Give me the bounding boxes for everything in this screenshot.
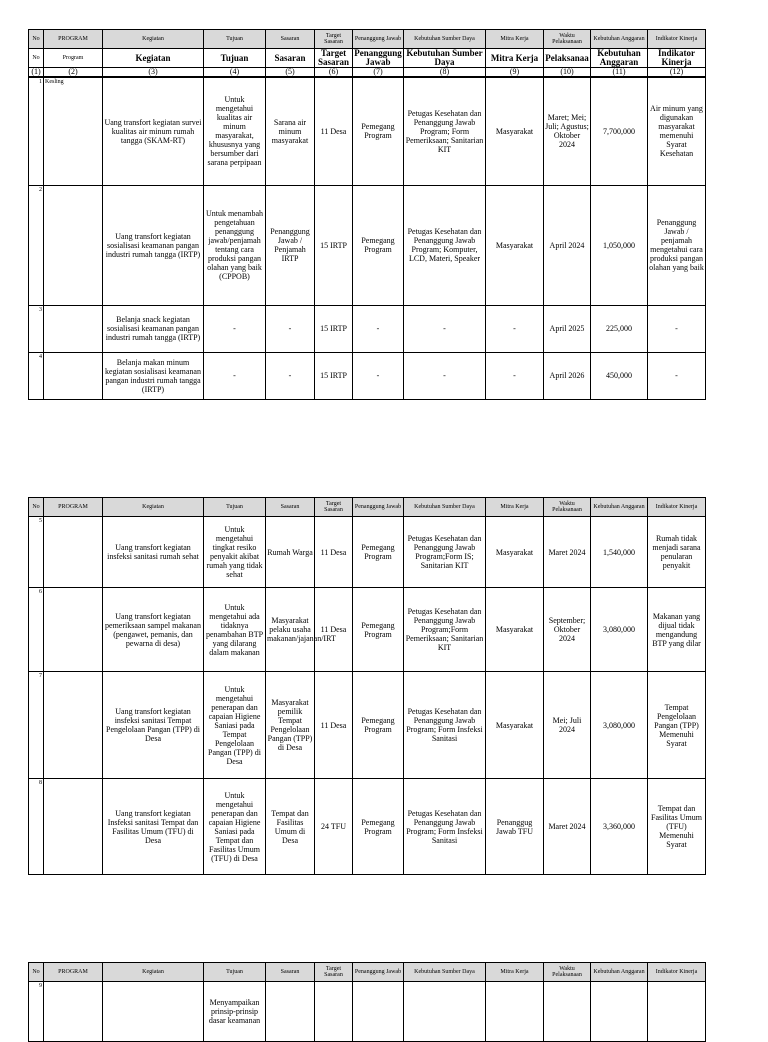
header-anggaran: Kebutuhan Anggaran (591, 30, 648, 49)
cell-program (44, 185, 103, 305)
header-kegiatan: Kegiatan (103, 30, 204, 49)
cell-mitra: - (486, 305, 544, 352)
cell-anggaran (591, 982, 648, 1042)
header-kegiatan: Kegiatan (103, 963, 204, 982)
cell-tujuan: Untuk mengetahui kualitas air minum masyarakat, khususnya yang bersumber dari sarana perpipaan (204, 77, 266, 185)
cell-anggaran: 3,360,000 (591, 779, 648, 875)
cell-target: 24 TFU (315, 779, 353, 875)
header-sasaran: Sasaran (266, 498, 315, 517)
cell-tujuan: Menyampaikan prinsip-prinsip dasar keamanan (204, 982, 266, 1042)
subheader-program: Program (44, 49, 103, 68)
header-indikator: Indikator Kinerja (648, 963, 706, 982)
header-waktu: Waktu Pelaksanaan (544, 963, 591, 982)
cell-kegiatan: Uang transfort kegiatan pemeriksaan sampel makanan (pengawet, pemanis, dan pewarna di desa) (103, 588, 204, 672)
cell-tujuan: - (204, 352, 266, 399)
cell-indikator: - (648, 305, 706, 352)
cell-no: 5 (29, 517, 44, 588)
cell-waktu: Mei; Juli 2024 (544, 672, 591, 779)
header-waktu: Waktu Pelaksanaan (544, 30, 591, 49)
cell-pj: Pemegang Program (353, 779, 404, 875)
header-tujuan: Tujuan (204, 30, 266, 49)
cell-mitra: Masyarakat (486, 588, 544, 672)
subheader-mitra: Mitra Kerja (486, 49, 544, 68)
header-pj: Penanggung Jawab (353, 963, 404, 982)
cell-anggaran: 1,050,000 (591, 185, 648, 305)
cell-no: 6 (29, 588, 44, 672)
header-no: No (29, 963, 44, 982)
cell-no: 8 (29, 779, 44, 875)
cell-sasaran: Masyarakat pelaku usaha makanan/jajanan/IRT (266, 588, 315, 672)
cell-waktu: Maret; Mei; Juli; Agustus; Oktober 2024 (544, 77, 591, 185)
cell-pj (353, 982, 404, 1042)
header-anggaran: Kebutuhan Anggaran (591, 963, 648, 982)
header-pj: Penanggung Jawab (353, 30, 404, 49)
col-number: (2) (44, 68, 103, 78)
header-sumber: Kebutuhan Sumber Daya (404, 30, 486, 49)
col-number: (4) (204, 68, 266, 78)
cell-indikator: Penanggung Jawab / penjamah mengetahui cara produksi pangan olahan yang baik (648, 185, 706, 305)
cell-sasaran: Rumah Warga (266, 517, 315, 588)
col-number: (7) (353, 68, 404, 78)
subheader-tujuan: Tujuan (204, 49, 266, 68)
cell-pj: Pemegang Program (353, 588, 404, 672)
subheader-indikator: Indikator Kinerja (648, 49, 706, 68)
cell-sasaran (266, 982, 315, 1042)
header-tujuan: Tujuan (204, 963, 266, 982)
cell-indikator: - (648, 352, 706, 399)
cell-kegiatan: Uang transfort kegiatan insfeksi sanitasi Tempat Pengelolaan Pangan (TPP) di Desa (103, 672, 204, 779)
header-program: PROGRAM (44, 30, 103, 49)
table-row (29, 352, 706, 399)
table-row (29, 305, 706, 352)
cell-waktu: April 2024 (544, 185, 591, 305)
subheader-row (29, 49, 706, 68)
subheader-kegiatan: Kegiatan (103, 49, 204, 68)
cell-anggaran: 3,080,000 (591, 588, 648, 672)
cell-mitra: Penanggug Jawab TFU (486, 779, 544, 875)
table-row (29, 185, 706, 305)
cell-program (44, 982, 103, 1042)
cell-target: 11 Desa (315, 517, 353, 588)
col-number: (3) (103, 68, 204, 78)
cell-target: 15 IRTP (315, 352, 353, 399)
col-number: (5) (266, 68, 315, 78)
cell-mitra: Masyarakat (486, 672, 544, 779)
cell-waktu: September; Oktober 2024 (544, 588, 591, 672)
cell-kegiatan: Belanja snack kegiatan sosialisasi keamanan pangan industri rumah tangga (IRTP) (103, 305, 204, 352)
cell-program: Kesling (44, 77, 103, 185)
header-tujuan: Tujuan (204, 498, 266, 517)
column-number-row (29, 68, 706, 78)
cell-waktu: April 2026 (544, 352, 591, 399)
cell-indikator (648, 982, 706, 1042)
cell-tujuan: Untuk mengetahui penerapan dan capaian Higiene Saniasi pada Tempat dan Fasilitas Umum (TFU) di Desa (204, 779, 266, 875)
subheader-target: Target Sasaran (315, 49, 353, 68)
table-row (29, 517, 706, 588)
cell-kegiatan: Uang transfort kegiatan survei kualitas air minum rumah tangga (SKAM-RT) (103, 77, 204, 185)
header-indikator: Indikator Kinerja (648, 30, 706, 49)
cell-sumber: - (404, 352, 486, 399)
cell-target (315, 982, 353, 1042)
cell-no: 4 (29, 352, 44, 399)
subheader-anggaran: Kebutuhan Anggaran (591, 49, 648, 68)
header-target: Target Sasaran (315, 498, 353, 517)
subheader-no: No (29, 49, 44, 68)
subheader-pj: Penanggung Jawab (354, 48, 402, 67)
cell-pj: Pemegang Program (353, 517, 404, 588)
cell-kegiatan: Uang transfort kegiatan sosialisasi keamanan pangan industri rumah tangga (IRTP) (103, 185, 204, 305)
cell-pj: - (353, 352, 404, 399)
table-row (29, 779, 706, 875)
header-sasaran: Sasaran (266, 963, 315, 982)
table-section-1 (28, 29, 706, 400)
cell-sumber: Petugas Kesehatan dan Penanggung Jawab Program; Form Pemeriksaan; Sanitarian KIT (404, 77, 486, 185)
cell-sumber: Petugas Kesehatan dan Penanggung Jawab Program;Form Pemeriksaan; Sanitarian KIT (404, 588, 486, 672)
cell-sumber: Petugas Kesehatan dan Penanggung Jawab Program; Komputer, LCD, Materi, Speaker (404, 185, 486, 305)
header-anggaran: Kebutuhan Anggaran (591, 498, 648, 517)
cell-anggaran: 225,000 (591, 305, 648, 352)
header-sasaran: Sasaran (266, 30, 315, 49)
cell-target: 11 Desa (315, 672, 353, 779)
cell-sasaran: Sarana air minum masyarakat (266, 77, 315, 185)
cell-program (44, 588, 103, 672)
cell-mitra: - (486, 352, 544, 399)
cell-program (44, 779, 103, 875)
col-number: (8) (404, 68, 486, 78)
cell-program (44, 352, 103, 399)
col-number: (1) (29, 68, 44, 78)
cell-mitra: Masyarakat (486, 517, 544, 588)
cell-anggaran: 3,080,000 (591, 672, 648, 779)
cell-waktu: Maret 2024 (544, 517, 591, 588)
cell-kegiatan (103, 982, 204, 1042)
cell-kegiatan: Uang transfort kegiatan Insfeksi sanitasi Tempat dan Fasilitas Umum (TFU) di Desa (103, 779, 204, 875)
cell-indikator: Tempat dan Fasilitas Umum (TFU) Memenuhi Syarat (648, 779, 706, 875)
cell-sumber: Petugas Kesehatan dan Penanggung Jawab Program;Form IS; Sanitarian KIT (404, 517, 486, 588)
cell-tujuan: Untuk mengetahui tingkat resiko penyakit akibat rumah yang tidak sehat (204, 517, 266, 588)
table-section-3 (28, 962, 706, 1042)
header-no: No (29, 30, 44, 49)
cell-program (44, 517, 103, 588)
cell-pj: Pemegang Program (353, 672, 404, 779)
cell-no: 9 (29, 982, 44, 1042)
cell-no: 7 (29, 672, 44, 779)
subheader-sasaran: Sasaran (266, 49, 315, 68)
cell-pj: Pemegang Program (353, 185, 404, 305)
cell-waktu: Maret 2024 (544, 779, 591, 875)
cell-sumber: - (404, 305, 486, 352)
cell-waktu (544, 982, 591, 1042)
cell-anggaran: 450,000 (591, 352, 648, 399)
cell-target: 11 Desa (315, 588, 353, 672)
cell-sumber: Petugas Kesehatan dan Penanggung Jawab Program; Form Insfeksi Sanitasi (404, 672, 486, 779)
cell-sasaran: - (266, 305, 315, 352)
cell-pj: Pemegang Program (353, 77, 404, 185)
col-number: (6) (315, 68, 353, 78)
header-mitra: Mitra Kerja (486, 498, 544, 517)
cell-anggaran: 7,700,000 (591, 77, 648, 185)
cell-target: 15 IRTP (315, 305, 353, 352)
cell-no: 2 (29, 185, 44, 305)
header-indikator: Indikator Kinerja (648, 498, 706, 517)
col-number: (12) (648, 68, 706, 78)
header-waktu: Waktu Pelaksanaan (544, 498, 591, 517)
header-row (29, 963, 706, 982)
header-pj: Penanggung Jawab (353, 498, 404, 517)
cell-tujuan: Untuk menambah pengetahuan penanggung jawab/penjamah tentang cara produksi pangan olahan yang baik (CPPOB) (204, 185, 266, 305)
header-row (29, 30, 706, 49)
cell-no: 1 (29, 77, 44, 185)
cell-sasaran: Masyarakat pemilik Tempat Pengelolaan Pangan (TPP) di Desa (266, 672, 315, 779)
header-no: No (29, 498, 44, 517)
subheader-sumber: Kebutuhan Sumber Daya (404, 49, 486, 68)
cell-indikator: Makanan yang dijual tidak mengandung BTP yang dilar (648, 588, 706, 672)
col-number: (9) (486, 68, 544, 78)
cell-pj: - (353, 305, 404, 352)
cell-tujuan: - (204, 305, 266, 352)
cell-program (44, 672, 103, 779)
cell-sasaran: Penanggung Jawab / Penjamah IRTP (266, 185, 315, 305)
cell-target: 11 Desa (315, 77, 353, 185)
table-row (29, 588, 706, 672)
header-target: Target Sasaran (315, 30, 353, 49)
cell-program (44, 305, 103, 352)
cell-tujuan: Untuk mengetahui ada tidaknya penambahan BTP yang dilarang dalam makanan (204, 588, 266, 672)
table-row (29, 77, 706, 185)
cell-sasaran: Tempat dan Fasilitas Umum di Desa (266, 779, 315, 875)
table-section-2 (28, 497, 706, 875)
cell-sasaran: - (266, 352, 315, 399)
cell-mitra: Masyarakat (486, 77, 544, 185)
cell-no: 3 (29, 305, 44, 352)
table-row (29, 982, 706, 1042)
col-number: (11) (591, 68, 648, 78)
cell-indikator: Rumah tidak menjadi sarana penularan penyakit (648, 517, 706, 588)
cell-sumber (404, 982, 486, 1042)
cell-mitra (486, 982, 544, 1042)
cell-kegiatan: Belanja makan minum kegiatan sosialisasi keamanan pangan industri rumah tangga (IRTP) (103, 352, 204, 399)
header-sumber: Kebutuhan Sumber Daya (404, 498, 486, 517)
header-kegiatan: Kegiatan (103, 498, 204, 517)
cell-waktu: April 2025 (544, 305, 591, 352)
col-number: (10) (544, 68, 591, 78)
cell-mitra: Masyarakat (486, 185, 544, 305)
header-target: Target Sasaran (315, 963, 353, 982)
cell-anggaran: 1,540,000 (591, 517, 648, 588)
cell-kegiatan: Uang transfort kegiatan insfeksi sanitasi rumah sehat (103, 517, 204, 588)
header-mitra: Mitra Kerja (486, 30, 544, 49)
header-mitra: Mitra Kerja (486, 963, 544, 982)
table-row (29, 672, 706, 779)
cell-target: 15 IRTP (315, 185, 353, 305)
header-program: PROGRAM (44, 498, 103, 517)
cell-sumber: Petugas Kesehatan dan Penanggung Jawab Program; Form Insfeksi Sanitasi (404, 779, 486, 875)
cell-tujuan: Untuk mengetahui penerapan dan capaian Higiene Saniasi pada Tempat Pengelolaan Pangan (TPP) di Desa (204, 672, 266, 779)
cell-indikator: Air minum yang digunakan masyarakat memenuhi Syarat Kesehatan (648, 77, 706, 185)
subheader-waktu: Pelaksanaa (544, 49, 591, 68)
header-sumber: Kebutuhan Sumber Daya (404, 963, 486, 982)
header-program: PROGRAM (44, 963, 103, 982)
cell-indikator: Tempat Pengelolaan Pangan (TPP) Memenuhi Syarat (648, 672, 706, 779)
header-row (29, 498, 706, 517)
